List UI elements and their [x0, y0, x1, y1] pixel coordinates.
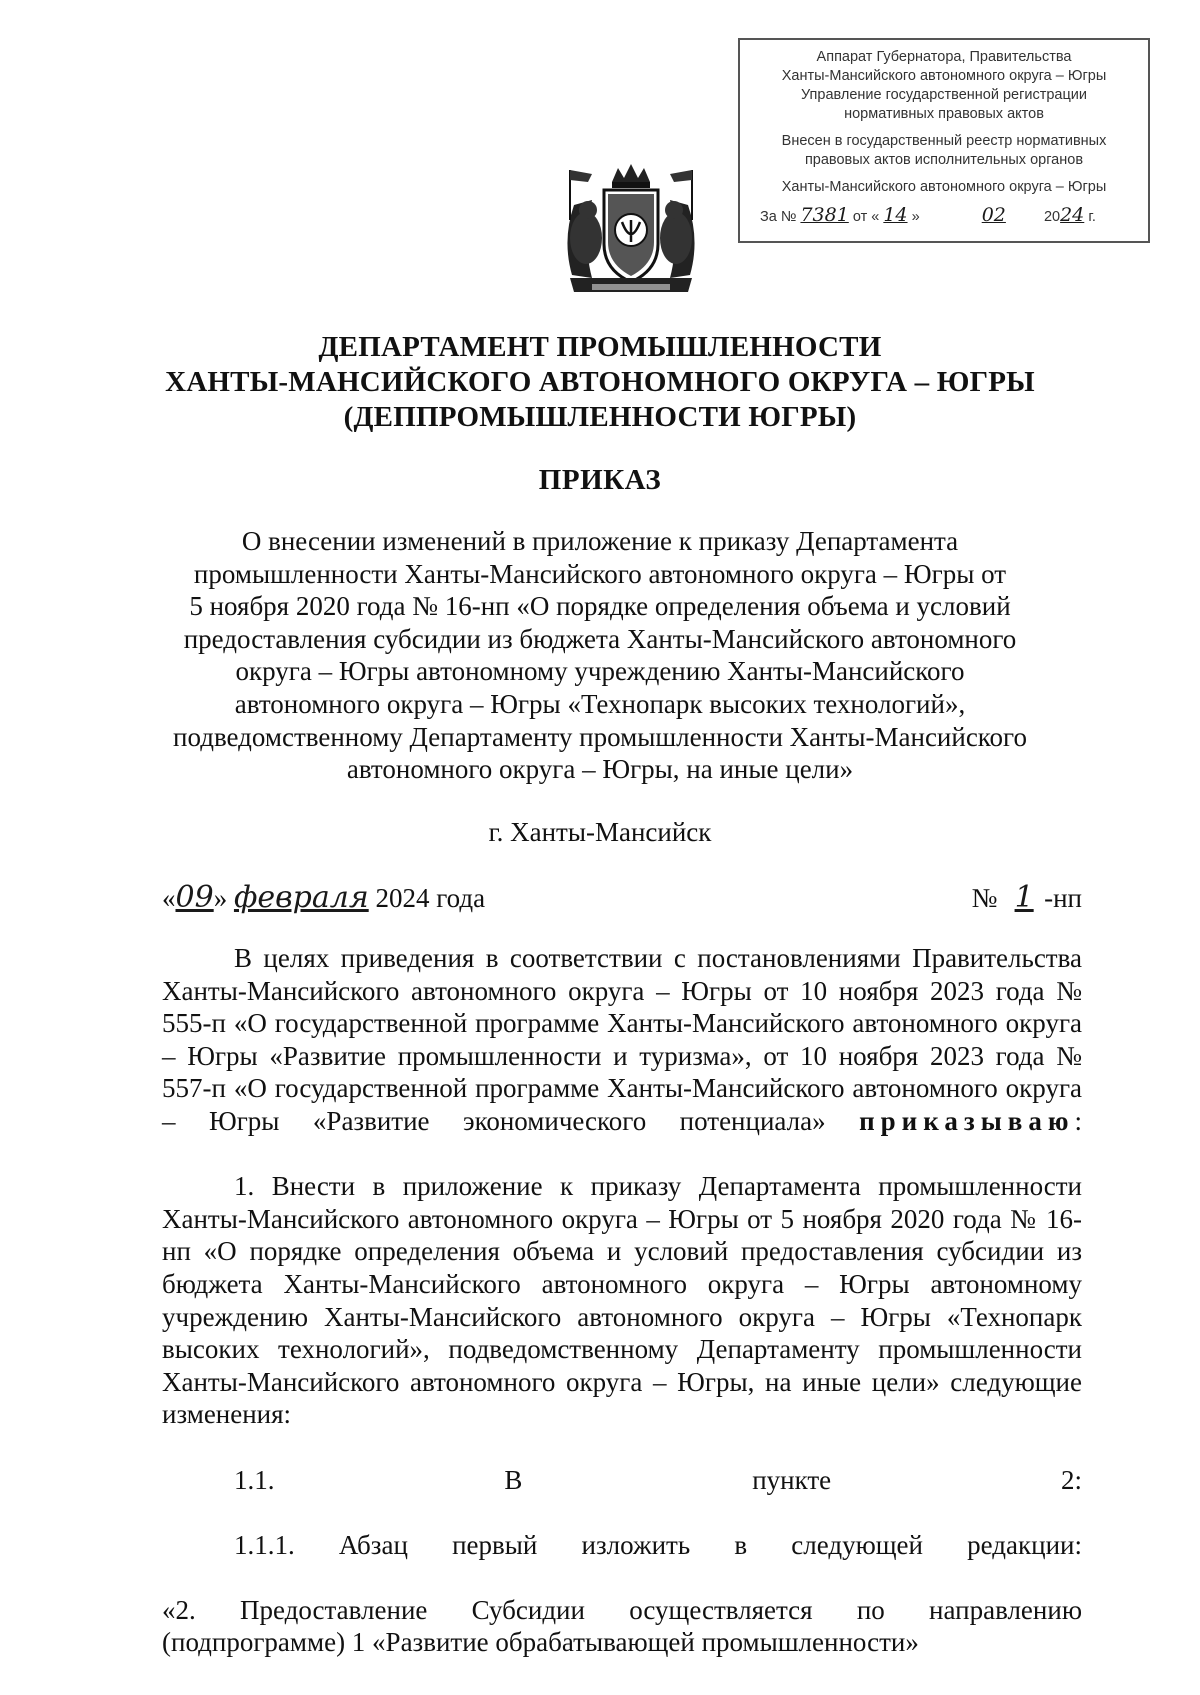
number-value: 1 — [1014, 880, 1034, 915]
subject-line: предоставления субсидии из бюджета Ханты-Мансийского автономного — [183, 623, 1017, 654]
date-day: 09 — [175, 880, 214, 915]
subject-line: промышленности Ханты-Мансийского автономного округа – Югры от — [193, 558, 1007, 589]
document-number — [972, 878, 1082, 918]
stamp-reg-year-unit: г. — [1088, 209, 1096, 225]
order-keyword: приказываю — [859, 1105, 1075, 1136]
subject-line: подведомственному Департаменту промышленности Ханты-Мансийского — [173, 721, 1027, 752]
document-subject — [0, 525, 1200, 786]
stamp-line: Аппарат Губернатора, Правительства — [816, 49, 1072, 65]
registration-stamp — [738, 38, 1150, 243]
stamp-reg-year-prefix: 20 — [1043, 209, 1061, 225]
department-title-line: ХАНТЫ-МАНСИЙСКОГО АВТОНОМНОГО ОКРУГА – ЮГРЫ — [165, 366, 1035, 398]
stamp-reg-number: 7381 — [800, 204, 849, 226]
stamp-reg-day: 14 — [883, 204, 908, 226]
date-close-quote: » — [213, 883, 228, 913]
department-title-line: ДЕПАРТАМЕНТ ПРОМЫШЛЕННОСТИ — [318, 331, 882, 363]
stamp-line: Управление государственной регистрации — [800, 87, 1088, 103]
city: г. Ханты-Мансийск — [488, 817, 712, 847]
stamp-registration-line — [760, 206, 1130, 227]
stamp-line: Внесен в государственный реестр нормативных — [781, 133, 1107, 149]
subject-line: автономного округа – Югры, на иные цели» — [346, 754, 854, 785]
document-body — [162, 942, 1082, 1659]
subject-line: округа – Югры автономному учреждению Ханты-Мансийского — [235, 656, 965, 687]
stamp-line: Ханты-Мансийского автономного округа – Югры — [781, 68, 1107, 84]
stamp-line: Ханты-Мансийского автономного округа – Югры — [781, 179, 1107, 195]
number-suffix: -нп — [1044, 883, 1082, 913]
stamp-line: нормативных правовых актов — [844, 106, 1044, 122]
stamp-reg-month: 02 — [981, 204, 1006, 226]
document-type: ПРИКАЗ — [538, 464, 662, 496]
body-paragraph — [162, 942, 1082, 1170]
body-paragraph: 1.1.1. Абзац первый изложить в следующей редакции: — [234, 1529, 1082, 1560]
subject-line: О внесении изменений в приложение к приказу Департамента — [241, 526, 959, 556]
department-title-line: (ДЕППРОМЫШЛЕННОСТИ ЮГРЫ) — [343, 401, 857, 433]
number-prefix: № — [971, 883, 998, 913]
date-number-row — [162, 878, 1082, 918]
document-date — [162, 878, 485, 918]
body-paragraph: 1.1. В пункте 2: — [234, 1464, 1082, 1495]
body-paragraph: «2. Предоставление Субсидии осуществляется по направлению (подпрограмме) 1 «Развитие обрабатывающей промышленности» — [162, 1594, 1082, 1658]
stamp-reg-month-sep: » — [911, 209, 920, 225]
stamp-line: правовых актов исполнительных органов — [804, 152, 1084, 168]
date-open-quote: « — [162, 883, 176, 913]
subject-line: 5 ноября 2020 года № 16-нп «О порядке определения объема и условий — [189, 591, 1011, 622]
date-year: 2024 года — [375, 883, 486, 913]
coat-of-arms-icon — [552, 160, 710, 300]
department-title — [0, 330, 1200, 435]
stamp-reg-from: от « — [852, 209, 880, 225]
body-paragraph: 1. Внести в приложение к приказу Департамента промышленности Ханты-Мансийского автономного округа – Югры от 5 ноября 2020 года № 16-нп «О порядке определения объема и условий предоставления субсидии из бюджета Ханты-Мансийского автономного округа – Югры автономному учреждению Ханты-Мансийского автономного округа – Югры «Технопарк высоких технологий», подведомственному Департаменту промышленности Ханты-Мансийского автономного округа – Югры, на иные цели» следующие изменения: — [162, 1171, 1082, 1430]
date-month: февраля — [233, 880, 369, 915]
stamp-reg-prefix: За № — [760, 209, 797, 225]
body-paragraph-end: : — [1074, 1105, 1082, 1136]
body-paragraph-text: В целях приведения в соответствии с постановлениями Правительства Ханты-Мансийского автономного округа – Югры от 10 ноября 2023 года № 555-п «О государственной программе Ханты-Мансийского автономного округа – Югры «Развитие промышленности и туризма», от 10 ноября 2023 года № 557-п «О государственной программе Ханты-Мансийского автономного округа – Югры «Развитие экономического потенциала» — [162, 943, 1082, 1136]
stamp-reg-year-suffix: 24 — [1060, 204, 1085, 226]
subject-line: автономного округа – Югры «Технопарк высоких технологий», — [234, 688, 966, 719]
